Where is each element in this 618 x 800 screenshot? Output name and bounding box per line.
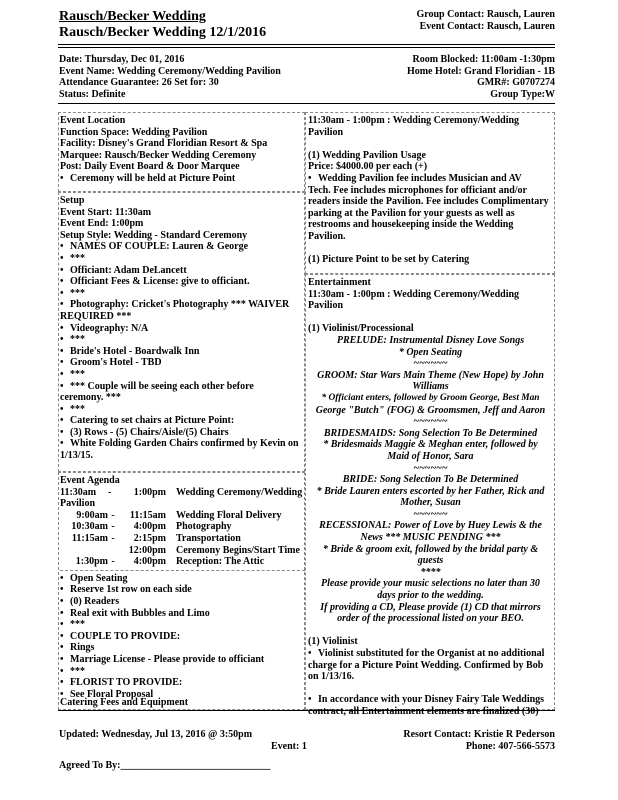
pavilion-usage-heading: (1) Wedding Pavilion Usage (308, 149, 426, 161)
agenda-section (60, 475, 305, 700)
music-line: PRELUDE: Instrumental Disney Love Songs (336, 334, 525, 346)
agenda-row (60, 545, 305, 557)
agenda-item: • *** (60, 619, 305, 631)
violinist-text: on 1/13/16. (308, 671, 355, 683)
event-start: Event Start: 11:30am (60, 206, 152, 218)
setup-style: Setup Style: Wedding - Standard Ceremony (60, 229, 248, 241)
violinist-text: • Violinist substituted for the Organist at no additional (308, 648, 553, 660)
agenda-item: • COUPLE TO PROVIDE: (60, 631, 305, 643)
event-end: Event End: 1:00pm (60, 218, 144, 230)
agenda-item: • Marriage License - Please provide to officiant (60, 654, 305, 666)
agenda-desc: Photography (176, 521, 232, 533)
pavilion-time: 11:30am - 1:00pm : Wedding Ceremony/Wedding (308, 115, 520, 126)
music-line: ~~~~~~ (413, 508, 448, 520)
agenda-item: • Open Seating (60, 573, 305, 585)
agenda-row: 9:00am - 11:15am Wedding Floral Delivery (60, 510, 305, 522)
music-line: ~~~~~~ (413, 462, 448, 474)
agenda-start: 11:30am (60, 486, 97, 498)
pavilion-section (308, 115, 553, 266)
pavilion-price: Price: $4000.00 per each (+) (308, 161, 428, 173)
agenda-item: • Rings (60, 642, 305, 654)
entertainment-heading: Entertainment (308, 277, 371, 288)
event-name: Event Name: Wedding Ceremony/Wedding Pavilion (59, 65, 281, 77)
entertainment-time-cont: Pavilion (308, 300, 344, 312)
entertainment-section (308, 277, 553, 718)
agenda-end: 11:15am (129, 509, 166, 521)
music-line: ~~~~~~ (413, 358, 448, 370)
info-left (59, 54, 281, 100)
function-space: Function Space: Wedding Pavilion (60, 126, 208, 138)
agenda-desc: Ceremony Begins/Start Time (176, 544, 300, 556)
event-location-heading: Event Location (60, 115, 126, 126)
room-blocked: Room Blocked: 11:00am -1:30pm (412, 54, 555, 65)
music-line: BRIDESMAIDS: Song Selection To Be Determined (323, 427, 538, 439)
agenda-start: 9:00am (76, 509, 108, 521)
music-line: * Officiant enters, followed by Groom George, Best Man (321, 392, 540, 403)
music-line: If providing a CD, Please provide (1) CD that mirrors (320, 601, 541, 613)
music-line: News *** MUSIC PENDING *** (360, 532, 501, 544)
accordance-text: contract, all Entertainment elements are finalized (30) (308, 705, 539, 717)
music-line: ~~~~~~ (413, 416, 448, 428)
music-line: * Bride & groom exit, followed by the bridal party & (322, 543, 539, 555)
agenda-item: • Reserve 1st row on each side (60, 584, 305, 596)
setup-item-cont: REQUIRED *** (60, 310, 132, 322)
pavilion-text: Pavilion. (308, 230, 346, 242)
music-line: Williams (412, 381, 449, 393)
pavilion-text: restrooms and housekeeping inside the Wedding (308, 219, 514, 231)
music-line: order of the processional listed on your BEO. (337, 613, 524, 625)
document-title: Rausch/Becker Wedding (59, 9, 206, 24)
status: Status: Definite (59, 88, 126, 100)
setup-item-cont: ceremony. *** (60, 392, 121, 404)
footer-rule (58, 710, 555, 711)
pavilion-time-cont: Pavilion (308, 126, 344, 138)
agenda-desc: Reception: The Attic (176, 556, 265, 568)
setup-item: • NAMES OF COUPLE: Lauren & George (60, 241, 305, 253)
agenda-end: 4:00pm (133, 521, 166, 533)
catering-fees-heading: Catering Fees and Equipment (60, 697, 189, 708)
marquee: Marquee: Rausch/Becker Wedding Ceremony (60, 149, 257, 161)
setup-item: • Photography: Cricket's Photography *** WAIVER (60, 299, 305, 311)
pavilion-text: Tech. Fee includes microphones for officiant and/or (308, 184, 527, 196)
facility: Facility: Disney's Grand Floridian Resort & Spa (60, 138, 268, 150)
agenda-row: 11:15am - 2:15pm Transportation (60, 533, 305, 545)
home-hotel: Home Hotel: Grand Floridian - 1B (406, 65, 555, 77)
agenda-row: 1:30pm - 4:00pm Reception: The Attic (60, 556, 305, 568)
music-line: guests (417, 555, 444, 567)
setup-item: • *** (60, 369, 305, 381)
music-line: * Open Seating (398, 346, 463, 358)
event-location-section (60, 115, 305, 185)
music-line: days prior to the wedding. (377, 590, 484, 602)
agenda-separator (60, 570, 305, 571)
setup-item: • Bride's Hotel - Boardwalk Inn (60, 346, 305, 358)
setup-item: • *** (60, 288, 305, 300)
agreed-to-by: Agreed To By:______________________________ (59, 760, 271, 771)
post: Post: Daily Event Board & Door Marquee (60, 161, 240, 173)
setup-heading: Setup (60, 195, 85, 206)
music-line: Please provide your music selections no later than 30 (321, 578, 540, 590)
setup-item: • *** Couple will be seeing each other before (60, 381, 305, 393)
agenda-desc: Wedding Floral Delivery (176, 509, 282, 521)
pavilion-text: parking at the Pavilion for your guests as well as (308, 207, 515, 219)
agenda-end: 4:00pm (133, 556, 166, 568)
violinist-text: charge for a Picture Point Wedding. Confirmed by Bob (308, 659, 544, 671)
agenda-row: 11:30am - 1:00pm Wedding Ceremony/Wedding (60, 486, 303, 498)
agenda-start: 10:30am (71, 521, 108, 533)
entertainment-time: 11:30am - 1:00pm : Wedding Ceremony/Wedding (308, 288, 520, 300)
agenda-desc: Wedding Ceremony/Wedding (176, 486, 303, 498)
gmr-number: GMR#: G0707274 (476, 77, 555, 89)
header-rule-bottom (58, 47, 555, 48)
pavilion-text: • Wedding Pavilion fee includes Musician and AV (308, 173, 553, 185)
group-type: Group Type:W (490, 88, 555, 100)
setup-item: • Groom's Hotel - TBD (60, 357, 305, 369)
music-line: RECESSIONAL: Power of Love by Huey Lewis & the (319, 520, 542, 532)
agenda-row: 10:30am - 4:00pm Photography (60, 521, 305, 533)
agenda-desc-cont: Pavilion (60, 498, 96, 510)
agenda-item: • *** (60, 666, 305, 678)
header-rule-top (58, 44, 555, 45)
setup-item: • *** (60, 253, 305, 265)
setup-item: • Catering to set chairs at Picture Point: (60, 415, 305, 427)
agenda-desc: Transportation (176, 532, 241, 544)
phone: Phone: 407-566-5573 (465, 741, 555, 752)
setup-item: • *** (60, 334, 305, 346)
agenda-item: • (0) Readers (60, 596, 305, 608)
music-line: George "Butch" (FOG) & Groomsmen, Jeff and Aaron (315, 404, 546, 416)
setup-item: • Videography: N/A (60, 323, 305, 335)
music-line: **** (420, 566, 441, 578)
accordance-text: • In accordance with your Disney Fairy Tale Weddings (308, 694, 553, 706)
agenda-end: 1:00pm (133, 486, 166, 498)
agenda-start: 1:30pm (75, 556, 108, 568)
event-date: Date: Thursday, Dec 01, 2016 (59, 54, 185, 65)
music-line: * Bride Lauren enters escorted by her Father, Rick and (316, 485, 545, 497)
pavilion-text: readers inside the Pavilion. Fee includes Complimentary (308, 196, 549, 208)
setup-section (60, 195, 305, 462)
music-line: Mother, Susan (400, 497, 461, 509)
group-contact: Group Contact: Rausch, Lauren (416, 9, 555, 20)
setup-item: • (3) Rows - (5) Chairs/Aisle/(5) Chairs (60, 427, 305, 439)
location-bullet: • Ceremony will be held at Picture Point (60, 173, 305, 185)
violinist-processional: (1) Violinist/Processional (308, 323, 414, 335)
event-number: Event: 1 (271, 741, 307, 752)
violinist-heading: (1) Violinist (308, 636, 358, 648)
agenda-start: 11:15am (71, 532, 108, 544)
agenda-heading: Event Agenda (60, 475, 120, 486)
agenda-item: • FLORIST TO PROVIDE: (60, 677, 305, 689)
music-line: GROOM: Star Wars Main Theme (New Hope) by John (317, 369, 544, 381)
info-rule (58, 103, 555, 104)
setup-item: • Officiant: Adam DeLancett (60, 265, 305, 277)
agenda-end: 2:15pm (133, 532, 166, 544)
setup-item: • Officiant Fees & License: give to officiant. (60, 276, 305, 288)
event-contact: Event Contact: Rausch, Lauren (419, 21, 555, 32)
picture-point: (1) Picture Point to be set by Catering (308, 254, 470, 266)
agenda-item: • Real exit with Bubbles and Limo (60, 608, 305, 620)
setup-item-cont: 1/13/15. (60, 450, 94, 462)
setup-item: • *** (60, 404, 305, 416)
agenda-item: • See Floral Proposal (60, 689, 305, 701)
updated-text: Updated: Wednesday, Jul 13, 2016 @ 3:50pm (59, 729, 253, 740)
music-line: * Bridesmaids Maggie & Meghan enter, followed by (323, 439, 538, 451)
attendance: Attendance Guarantee: 26 Set for: 30 (59, 77, 219, 89)
music-line: Maid of Honor, Sara (387, 450, 474, 462)
info-right (407, 54, 555, 100)
setup-item: • White Folding Garden Chairs confirmed by Kevin on (60, 438, 305, 450)
agenda-end: 12:00pm (128, 544, 166, 556)
document-subtitle: Rausch/Becker Wedding 12/1/2016 (59, 25, 267, 40)
resort-contact: Resort Contact: Kristie R Pederson (403, 729, 555, 740)
music-line: BRIDE: Song Selection To Be Determined (342, 474, 519, 486)
